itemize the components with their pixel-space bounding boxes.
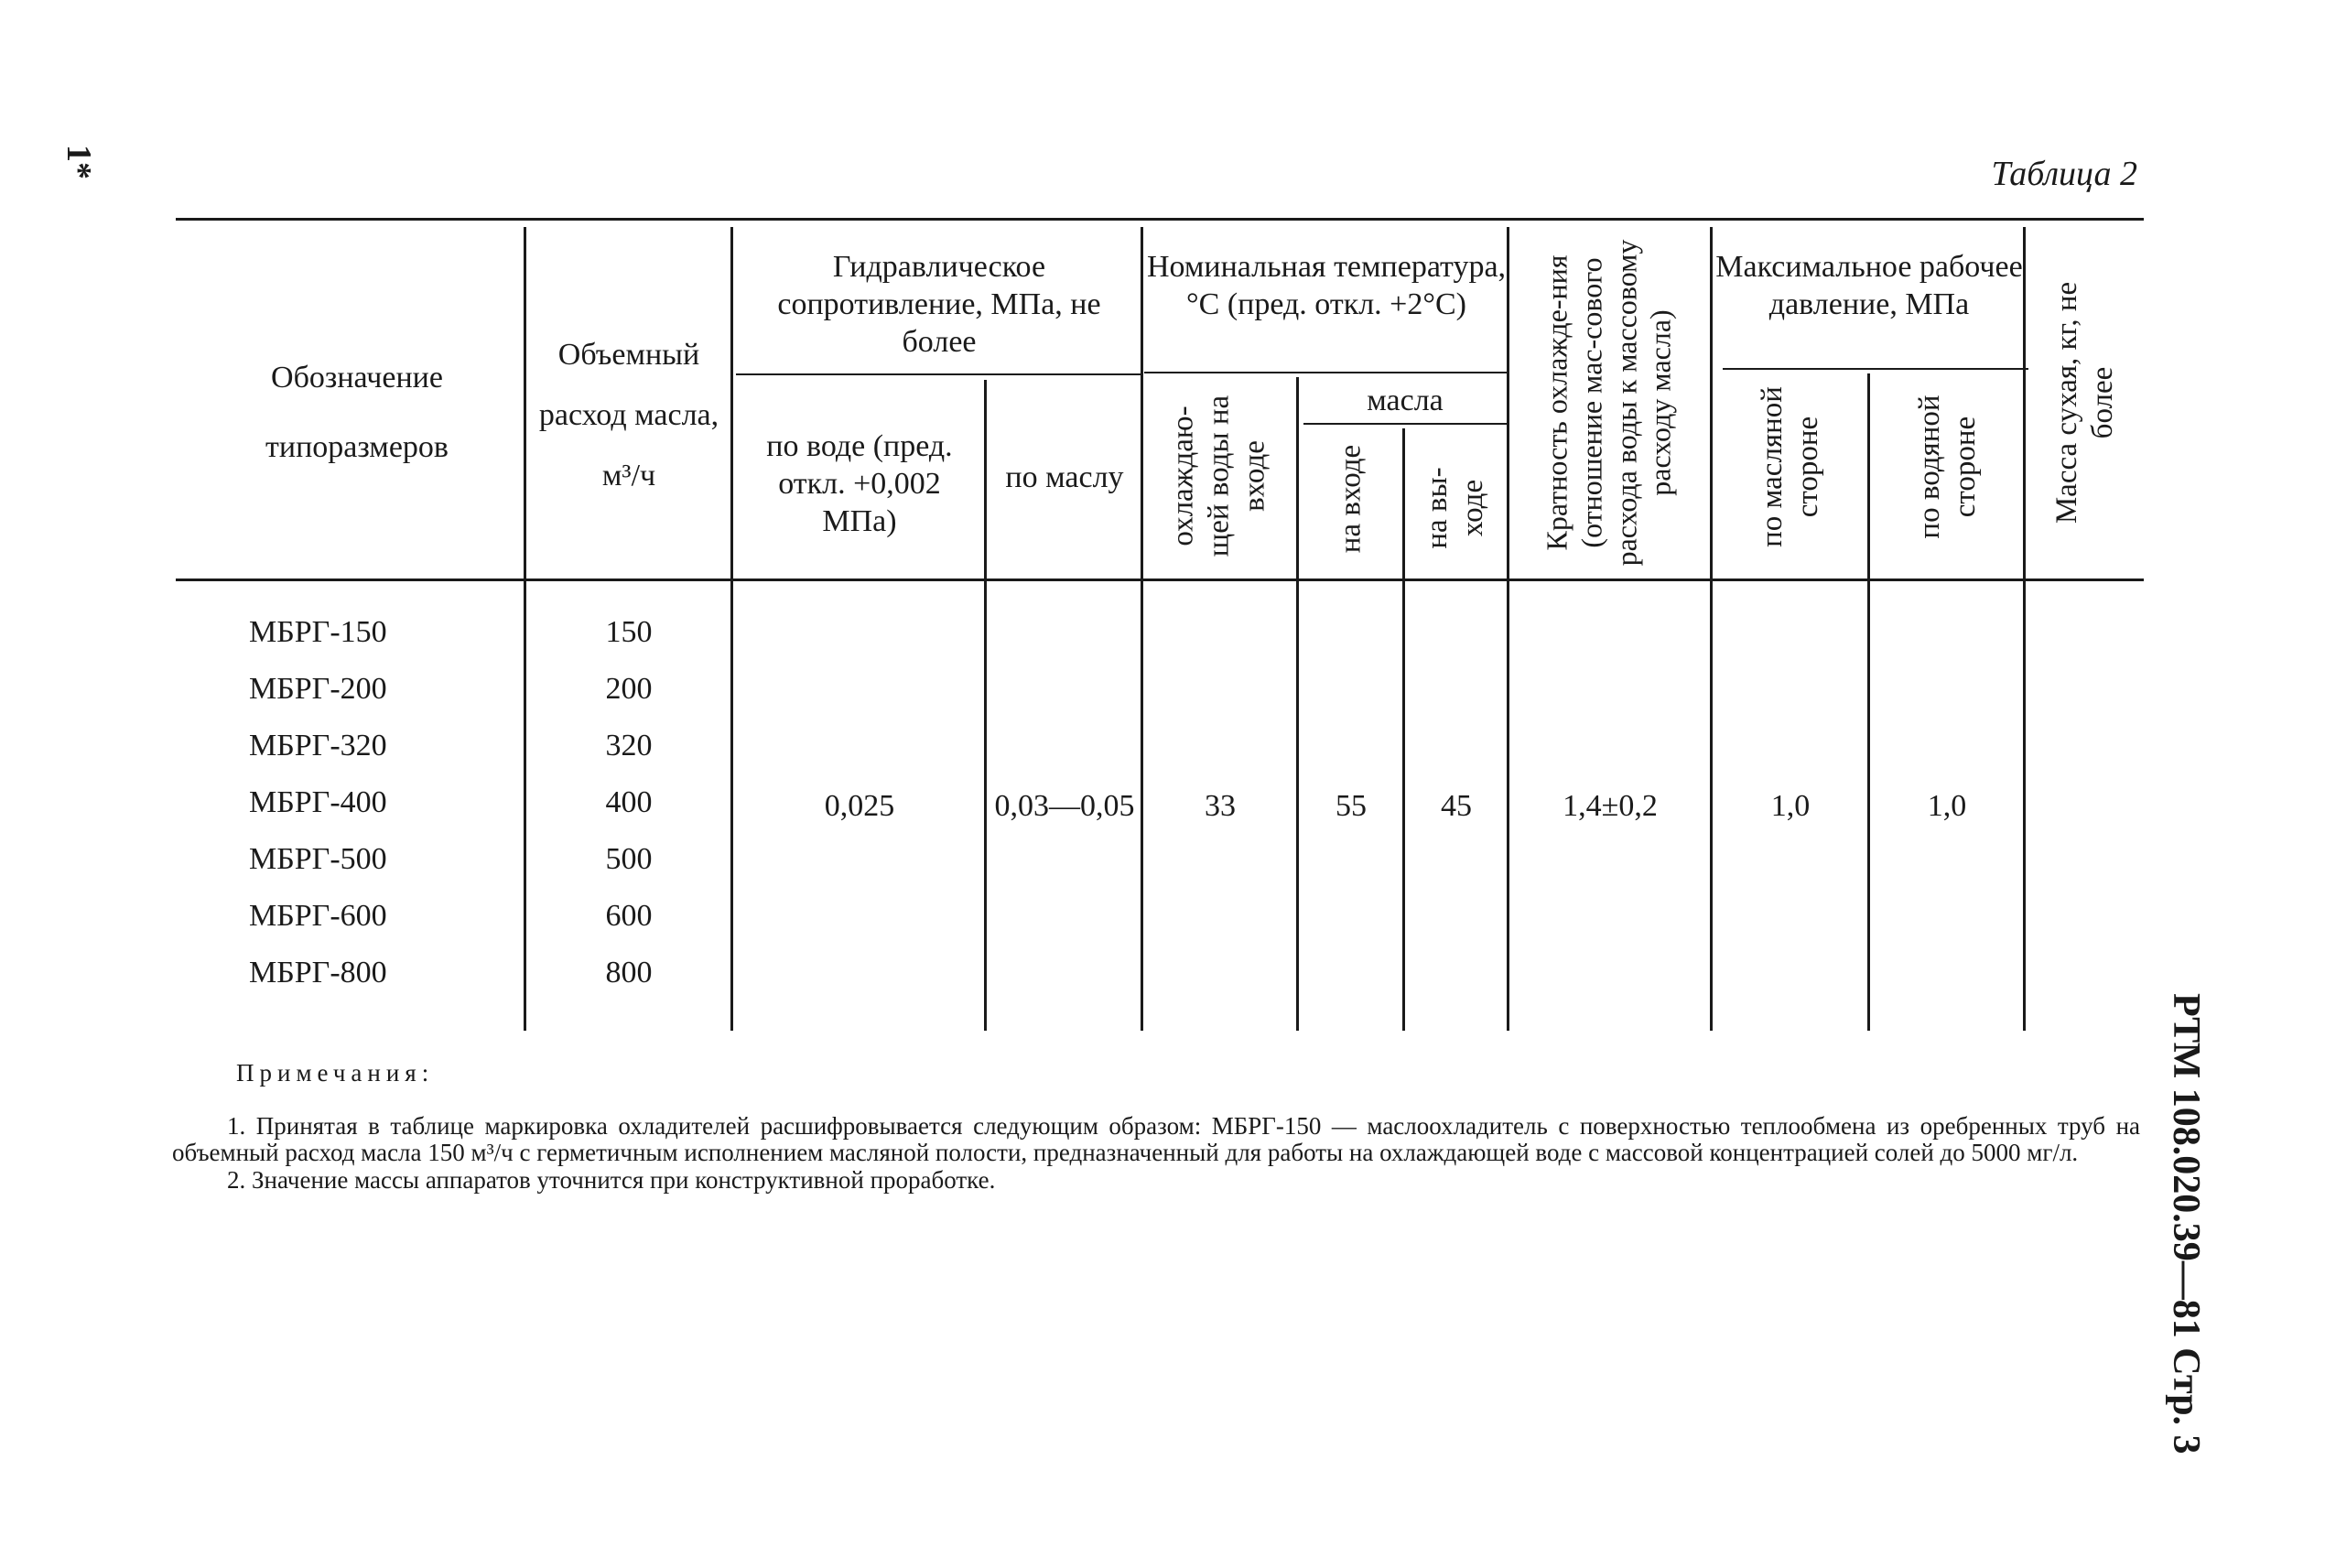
col-rule-5 bbox=[1296, 377, 1299, 1031]
table-header-bottom-rule bbox=[176, 579, 2144, 581]
col-rule-9 bbox=[1867, 373, 1870, 1031]
table-row-flow: 500 bbox=[605, 842, 653, 876]
header-hydraulic-water: по воде (пред. откл. +0,002 МПа) bbox=[766, 429, 953, 538]
value-temp-water: 33 bbox=[1205, 789, 1236, 823]
note-item: 1. Принятая в таблице маркировка охладителей расшифровывается следующим образом: МБРГ-150 — маслоохладитель с поверхностью теплообмена из оребренных труб на объемный расход масла 150 м³/ч с герметичным исполнением масляной полости, предназначенный для работы на охлаждающей воде с массовой концентрацией солей до 5000 мг/л. bbox=[172, 1111, 2140, 1167]
col-rule-2 bbox=[730, 227, 733, 1031]
header-designation: Обозначение типоразмеров bbox=[265, 361, 449, 464]
header-temp-oil: масла bbox=[1367, 384, 1444, 417]
header-hydraulic-oil: по маслу bbox=[1005, 460, 1124, 494]
table-row-flow: 150 bbox=[605, 615, 653, 649]
value-pressure-water: 1,0 bbox=[1927, 789, 1967, 823]
col-rule-7 bbox=[1507, 227, 1509, 1031]
value-hydraulic-oil: 0,03—0,05 bbox=[994, 789, 1135, 823]
col-rule-3 bbox=[984, 380, 987, 1031]
col-rule-1 bbox=[524, 227, 526, 1031]
header-pressure: Максимальное рабочее давление, МПа bbox=[1715, 250, 2023, 321]
table-row-designation: МБРГ-500 bbox=[249, 842, 387, 876]
table-label: Таблица 2 bbox=[1991, 155, 2137, 193]
header-ratio: Кратность охлажде-ния (отношение мас-сового расхода воды к массовому расходу масла) bbox=[1540, 239, 1677, 567]
col-rule-4 bbox=[1141, 227, 1143, 1031]
col-rule-8 bbox=[1710, 227, 1713, 1031]
pressure-subheader-rule bbox=[1723, 368, 2028, 370]
table-row-flow: 200 bbox=[605, 672, 653, 706]
notes-title: Примечания: bbox=[236, 1059, 435, 1087]
col-rule-10 bbox=[2023, 227, 2026, 1031]
notes bbox=[172, 1060, 2140, 1195]
table-row-designation: МБРГ-200 bbox=[249, 672, 387, 706]
hydraulic-subheader-rule bbox=[736, 373, 1141, 375]
document-footer: РТМ 108.020.39—81 Стр. 3 bbox=[2165, 993, 2207, 1454]
note-item: 2. Значение массы аппаратов уточнится при конструктивной проработке. bbox=[227, 1166, 996, 1195]
table-row-designation: МБРГ-320 bbox=[249, 729, 387, 762]
table-row-flow: 600 bbox=[605, 899, 653, 933]
flow-list bbox=[529, 604, 729, 1001]
table-row-designation: МБРГ-800 bbox=[249, 956, 387, 989]
table-row-flow: 400 bbox=[605, 785, 653, 819]
table-row-flow: 320 bbox=[605, 729, 653, 762]
value-temp-oil-in: 55 bbox=[1336, 789, 1367, 823]
designation-list bbox=[249, 604, 387, 1001]
value-ratio: 1,4±0,2 bbox=[1563, 789, 1658, 823]
header-mass: Масса сухая, кг, не более bbox=[2050, 281, 2119, 524]
page-mark: 1* bbox=[59, 145, 98, 179]
header-pressure-oil: по масляной стороне bbox=[1756, 386, 1824, 547]
value-temp-oil-out: 45 bbox=[1441, 789, 1472, 823]
col-rule-6 bbox=[1402, 428, 1405, 1031]
table-row-designation: МБРГ-400 bbox=[249, 785, 387, 819]
header-pressure-water: по водяной стороне bbox=[1913, 395, 1982, 539]
table-top-rule bbox=[176, 218, 2144, 221]
header-temp-water: охлаждаю-щей воды на входе bbox=[1166, 395, 1271, 557]
table-row-designation: МБРГ-600 bbox=[249, 899, 387, 933]
temperature-subheader-rule bbox=[1144, 372, 1509, 373]
value-pressure-oil: 1,0 bbox=[1770, 789, 1811, 823]
header-temp-oil-out: на вы-ходе bbox=[1421, 467, 1489, 549]
header-temperature: Номинальная температура, °С (пред. откл. +2°С) bbox=[1146, 250, 1507, 321]
header-hydraulic: Гидравлическое сопротивление, МПа, не более bbox=[777, 250, 1101, 359]
oil-temp-subheader-rule bbox=[1303, 423, 1509, 425]
table-row-designation: МБРГ-150 bbox=[249, 615, 387, 649]
header-temp-oil-in: на входе bbox=[1334, 444, 1368, 554]
value-hydraulic-water: 0,025 bbox=[824, 789, 895, 823]
header-flow: Объемный расход масла, м³/ч bbox=[538, 338, 719, 492]
table-row-flow: 800 bbox=[605, 956, 653, 989]
